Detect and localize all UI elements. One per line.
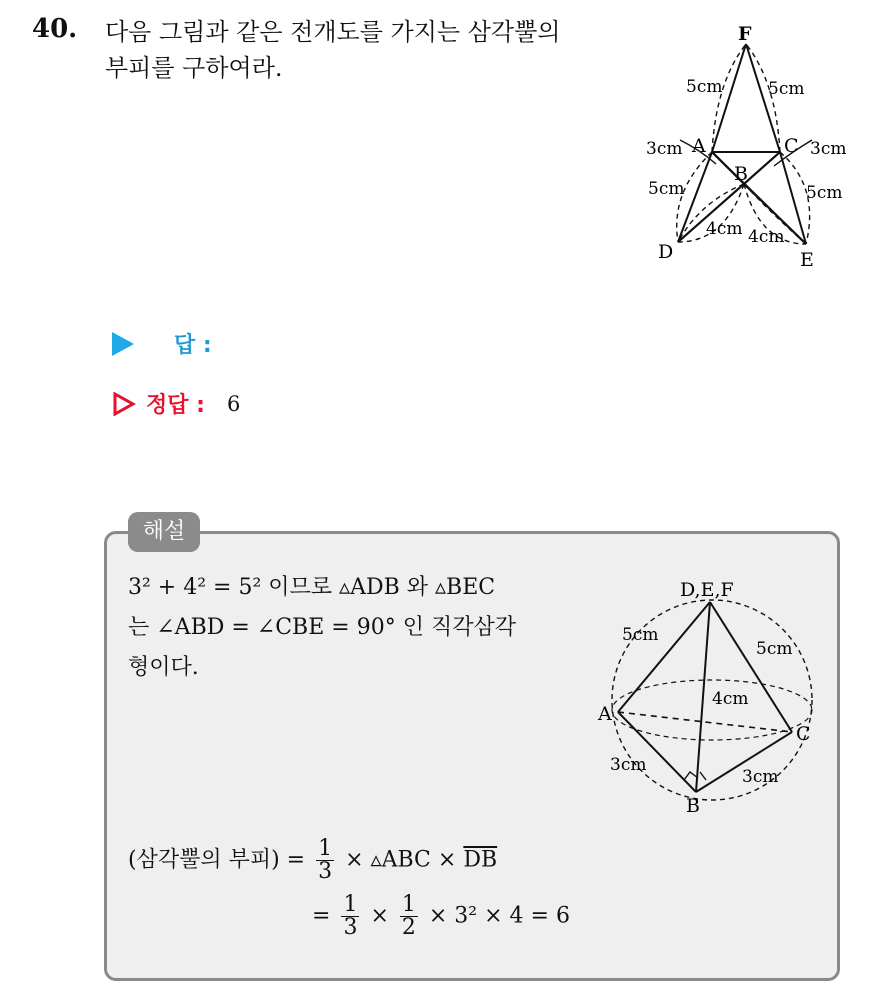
edge-top-c	[710, 602, 792, 732]
pyr-length-ab: 3cm	[610, 755, 647, 775]
pyr-length-left: 5cm	[622, 625, 659, 645]
frac-numerator: 1	[318, 836, 333, 861]
correct-answer-row	[112, 388, 240, 419]
play-arrow-icon	[112, 332, 134, 356]
question-line-1: 다음 그림과 같은 전개도를 가지는 삼각뿔의	[105, 18, 561, 46]
fraction-one-half	[400, 894, 418, 939]
pyr-label-b: B	[686, 795, 700, 817]
edge-af	[712, 44, 746, 152]
net-label-f: F	[738, 23, 752, 45]
net-label-e: E	[800, 249, 814, 271]
pyr-label-c: C	[796, 723, 811, 745]
solution-tag: 해설	[128, 512, 200, 552]
solution-line-1: 3² + 4² = 5² 이므로 ▵ADB 와 ▵BEC	[128, 575, 496, 600]
net-length-ad: 5cm	[648, 179, 685, 199]
net-figure	[630, 12, 884, 292]
net-length-cf: 5cm	[768, 79, 805, 99]
outline-arrow-icon	[112, 392, 136, 416]
net-label-c: C	[784, 135, 799, 157]
edge-a-c-hidden	[618, 712, 792, 732]
frac-numerator: 1	[401, 892, 416, 917]
net-length-be: 4cm	[748, 227, 785, 247]
segment-db: $\overline{DB}$	[463, 847, 498, 873]
net-label-b: B	[734, 163, 748, 185]
net-label-a: A	[692, 135, 706, 157]
net-length-bd: 4cm	[706, 219, 743, 239]
edge-top-b	[696, 602, 710, 792]
edge-top-a	[618, 602, 710, 712]
formula1-rest: × ▵ABC ×	[345, 847, 457, 873]
net-length-a3: 3cm	[646, 139, 683, 159]
question-text	[105, 14, 625, 86]
net-length-ce: 5cm	[806, 183, 843, 203]
net-length-af: 5cm	[686, 77, 723, 97]
solution-text	[128, 568, 516, 688]
pyr-length-right: 5cm	[756, 639, 793, 659]
net-length-c3: 3cm	[810, 139, 847, 159]
correct-answer-value: 6	[226, 391, 241, 416]
correct-answer-label: 정답 :	[146, 393, 205, 418]
volume-formula-2	[312, 894, 570, 939]
right-angle-mark	[684, 772, 706, 780]
volume-formula-1	[128, 838, 497, 883]
net-label-d: D	[658, 241, 674, 263]
frac-denominator: 3	[318, 859, 333, 884]
pyr-length-height: 4cm	[712, 689, 749, 709]
solution-line-3: 형이다.	[128, 655, 199, 680]
formula2-eq: =	[312, 903, 331, 929]
pyr-label-a: A	[598, 703, 612, 725]
formula2-rest: × 3² × 4 = 6	[428, 903, 570, 929]
answer-label: 답 :	[174, 333, 212, 358]
times-sign: ×	[370, 903, 389, 929]
pyr-label-top: D,E,F	[680, 579, 734, 601]
pyramid-figure	[592, 570, 832, 820]
frac-numerator: 1	[343, 892, 358, 917]
fraction-one-third-2	[341, 894, 359, 939]
solution-line-2: 는 ∠ABD = ∠CBE = 90° 인 직각삼각	[128, 615, 516, 640]
answer-row	[112, 328, 212, 359]
fraction-one-third-1	[316, 838, 334, 883]
frac-denominator: 3	[343, 915, 358, 940]
pyr-length-bc: 3cm	[742, 767, 779, 787]
frac-denominator: 2	[401, 915, 416, 940]
formula1-lhs: (삼각뿔의 부피) =	[128, 847, 306, 873]
question-number: 40.	[32, 14, 78, 44]
question-line-2: 부피를 구하여라.	[105, 54, 283, 82]
